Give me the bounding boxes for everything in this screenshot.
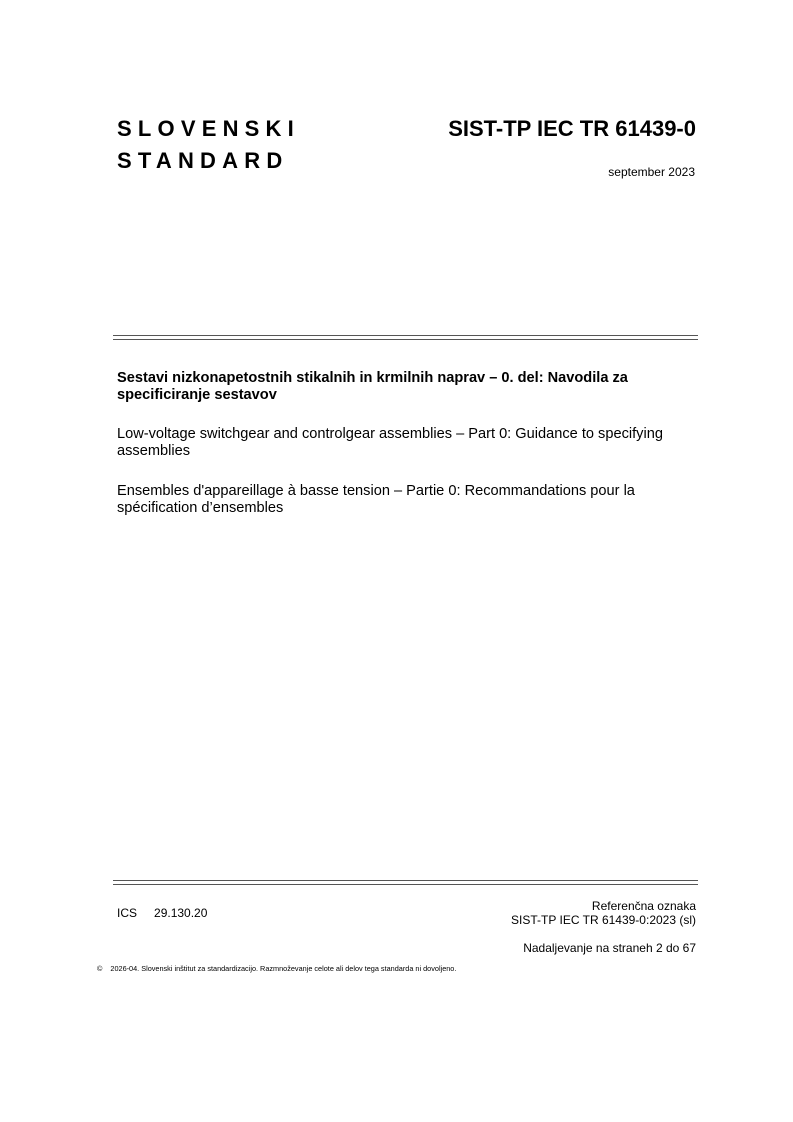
title-english: Low-voltage switchgear and controlgear assemblies – Part 0: Guidance to specifying assemblies [117,426,663,459]
copyright-icon: © [97,964,103,973]
copyright-notice [97,964,456,973]
continuation-note: Nadaljevanje na straneh 2 do 67 [523,941,696,955]
bottom-divider [113,880,698,885]
title-french: Ensembles d'appareillage à basse tension – Partie 0: Recommandations pour la spécification d’ensembles [117,483,635,516]
top-divider [113,335,698,340]
publication-date: september 2023 [608,165,695,179]
reference-label: Referenčna oznaka [591,899,696,913]
ics-label: ICS [117,906,138,920]
ics-value: 29.130.20 [154,906,208,920]
ics-classification [117,906,207,920]
reference-designation [511,899,696,927]
copyright-text: 2026-04. Slovenski inštitut za standardizacijo. Razmnoževanje celote ali delov tega standarda ni dovoljeno. [110,964,457,973]
brand-line-slovenski: SLOVENSKI [117,116,300,141]
standard-code: SIST-TP IEC TR 61439-0 [448,116,696,141]
brand-line-standard: STANDARD [117,148,289,173]
reference-value: SIST-TP IEC TR 61439-0:2023 (sl) [511,913,696,927]
title-slovenian: Sestavi nizkonapetostnih stikalnih in krmilnih naprav – 0. del: Navodila za specificiranje sestavov [117,370,628,403]
